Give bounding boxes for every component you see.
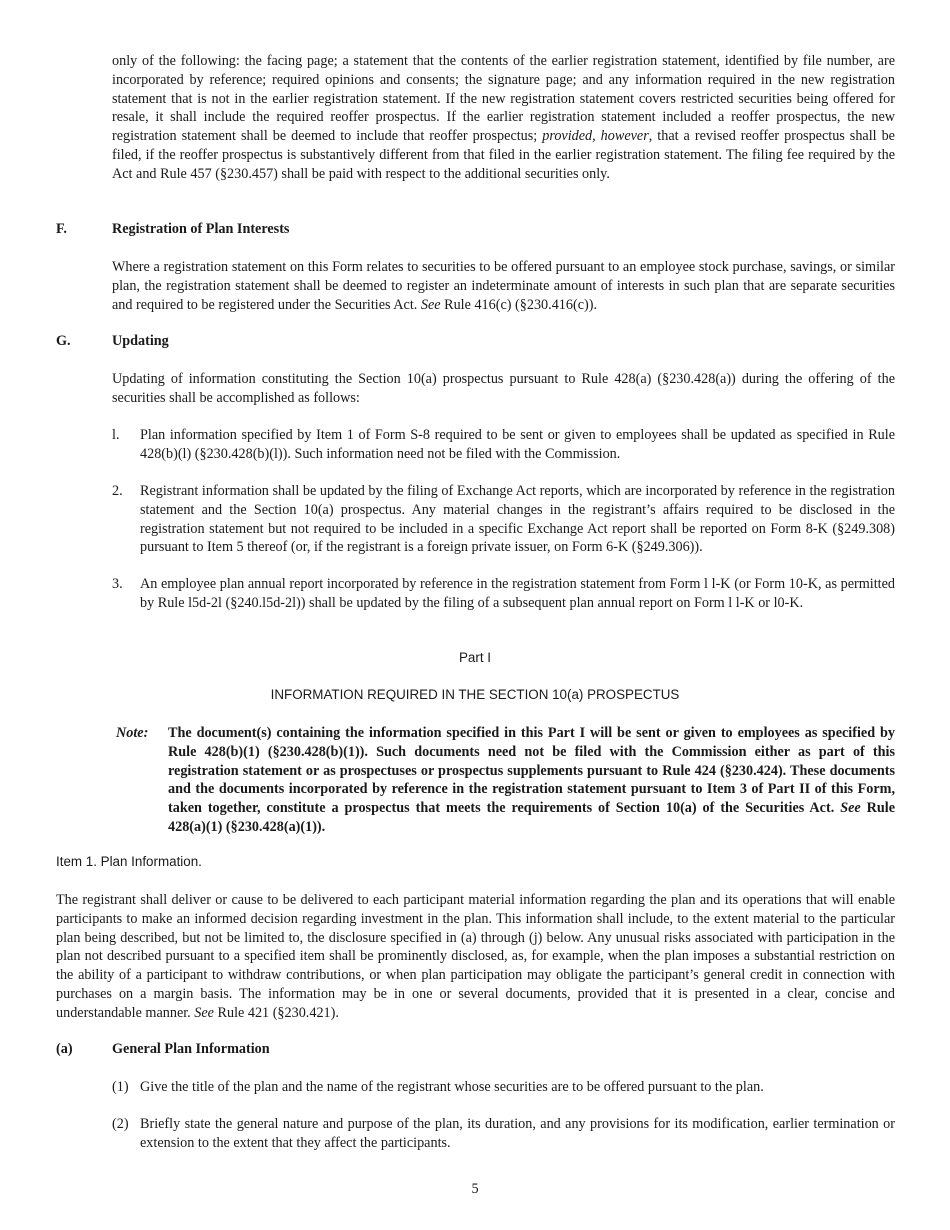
note-text: The document(s) containing the information specified in this Part I will be sent or given to employees as specified by Rule 428(b)(1) (§230.428(b)(1)). Such documents need not be filed with the Commission either as part of this registration statement or as prospectuses or prospectus supplements pursuant to Rule 424 (§230.424). These documents and the documents incorporated by reference in the registration statement pursuant to Item 3 of Part II of this Form, taken together, constitute a prospectus that meets the requirements of Section 10(a) of the Securities Act. See Rule 428(a)(1) (§230.428(a)(1)). xyxy=(168,725,896,835)
section-g-title: Updating xyxy=(112,333,169,349)
section-f-paragraph: Where a registration statement on this Form relates to securities to be offered pursuant to an employee stock purchase, savings, or similar plan, the registration statement shall be deemed to register an indeterminate amount of interests in such plan that are separate securities and required to be registered under the Securities Act. See Rule 416(c) (§230.416(c)). xyxy=(112,259,895,313)
list-item-number: 2. xyxy=(112,483,123,499)
part-heading: Part I xyxy=(459,650,491,665)
section-a-title: General Plan Information xyxy=(112,1041,270,1057)
section-a-letter: (a) xyxy=(56,1041,73,1057)
list-item-text: Briefly state the general nature and purpose of the plan, its duration, and any provisions for its modification, earlier termination or extension to the extent that they affect the participants. xyxy=(140,1116,895,1151)
section-f-letter: F. xyxy=(56,221,67,237)
list-item-text: Registrant information shall be updated by the filing of Exchange Act reports, which are incorporated by reference in the registration statement and the Section 10(a) prospectus. Any material changes in the registrant’s affairs required to be disclosed in the registration statement but not required to be included in a specific Exchange Act report shall be reported on Form 8-K (§249.308) pursuant to Item 5 thereof (or, if the registrant is a foreign private issuer, on Form 6-K (§249.306)). xyxy=(140,483,895,556)
continued-paragraph: only of the following: the facing page; a statement that the contents of the earlier registration statement, identified by file number, are incorporated by reference; required opinions and consents; the signature page; and any information required in the new registration statement that is not in the earlier registration statement. If the new registration statement covers restricted securities being offered for resale, it shall include the required reoffer prospectus. If the earlier registration statement included a reoffer prospectus, the new registration statement shall be deemed to include that reoffer prospectus; provided, however, that a revised reoffer prospectus shall be filed, if the reoffer prospectus is substantively different from that filed in the earlier registration statement. The filing fee required by the Act and Rule 457 (§230.457) shall be paid with respect to the additional securities only. xyxy=(112,53,895,182)
list-item-text: An employee plan annual report incorporated by reference in the registration statement from Form l l-K (or Form 10-K, as permitted by Rule l5d-2l (§240.l5d-2l)) shall be updated by the filing of a subsequent plan annual report on Form l l-K or l0-K. xyxy=(140,576,895,611)
list-item-text: Give the title of the plan and the name of the registrant whose securities are to be offered pursuant to the plan. xyxy=(140,1079,764,1095)
item-1-heading: Item 1. Plan Information. xyxy=(56,854,202,869)
section-g-letter: G. xyxy=(56,333,71,349)
list-item-number: (1) xyxy=(112,1079,129,1095)
section-g-intro: Updating of information constituting the Section 10(a) prospectus pursuant to Rule 428(a) (§230.428(a)) during the offering of the securities shall be accomplished as follows: xyxy=(112,371,895,406)
list-item-number: l. xyxy=(112,427,120,443)
list-item-number: (2) xyxy=(112,1116,129,1132)
page-number: 5 xyxy=(471,1181,479,1197)
list-item-text: Plan information specified by Item 1 of Form S-8 required to be sent or given to employees shall be updated as specified in Rule 428(b)(l) (§230.428(b)(l)). Such information need not be filed with the Commission. xyxy=(140,427,895,462)
list-item-number: 3. xyxy=(112,576,123,592)
item-1-paragraph: The registrant shall deliver or cause to be delivered to each participant material information regarding the plan and its operations that will enable participants to make an informed decision regarding investment in the plan. This information shall include, to the extent material to the particular plan being described, but not be limited to, the disclosure specified in (a) through (j) below. Any unusual risks associated with participation in the plan not described pursuant to a specified item shall be prominently disclosed, as, for example, when the plan imposes a substantial restriction on the ability of a participant to withdraw contributions, or when plan participation may obligate the participant’s general credit in connection with purchases on a margin basis. The information may be in one or several documents, provided that it is presented in a clear, concise and understandable manner. See Rule 421 (§230.421). xyxy=(56,892,895,1021)
note-label: Note: xyxy=(116,725,149,741)
section-f-title: Registration of Plan Interests xyxy=(112,221,290,237)
part-subheading: INFORMATION REQUIRED IN THE SECTION 10(a) PROSPECTUS xyxy=(270,687,680,702)
